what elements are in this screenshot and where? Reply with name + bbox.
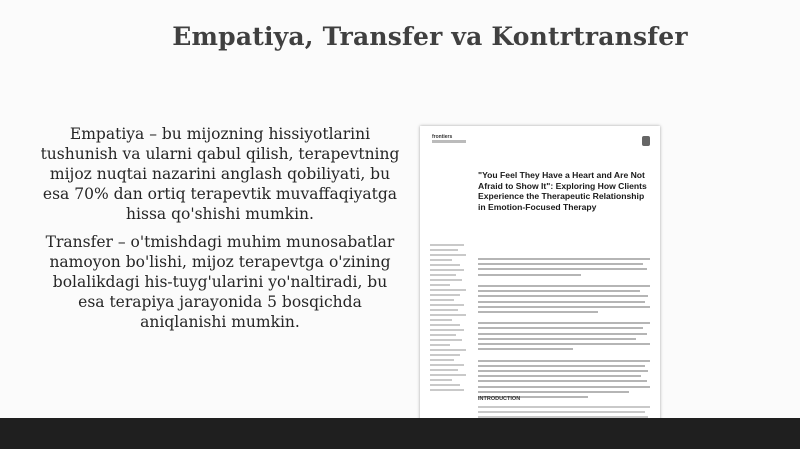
slide-title: Empatiya, Transfer va Kontrtransfer bbox=[172, 22, 688, 51]
journal-logo: frontiers bbox=[432, 134, 453, 140]
bottom-toolbar bbox=[0, 418, 800, 449]
paper-title: "You Feel They Have a Heart and Are Not Afraid to Show It": Exploring How Clients Experience the Therapeutic Relationship in Emotion-Focused Therapy bbox=[478, 170, 647, 212]
journal-subtitle-bar bbox=[432, 140, 466, 143]
paper-sidebar-text bbox=[430, 244, 470, 394]
transfer-paragraph: Transfer – o'tmishdagi muhim munosabatlar namoyon bo'lishi, mijoz terapevtga o'zining bolalikdagi his-tuyg'ularini yo'naltiradi, bu esa terapiya jarayonida 5 bosqichda aniqlanishi mumkin. bbox=[45, 233, 395, 331]
empathy-paragraph: Empatiya – bu mijozning hissiyotlarini tushunish va ularni qabul qilish, terapevtning mijoz nuqtai nazarini anglash qobiliyati, bu esa 70% dan ortiq terapevtik muvaffaqiyatga hissa qo'shishi mumkin. bbox=[40, 125, 400, 223]
paper-section-heading: INTRODUCTION bbox=[478, 396, 521, 402]
paper-abstract-text bbox=[478, 258, 650, 401]
paper-thumbnail-image bbox=[420, 126, 660, 422]
open-access-icon bbox=[642, 136, 650, 146]
